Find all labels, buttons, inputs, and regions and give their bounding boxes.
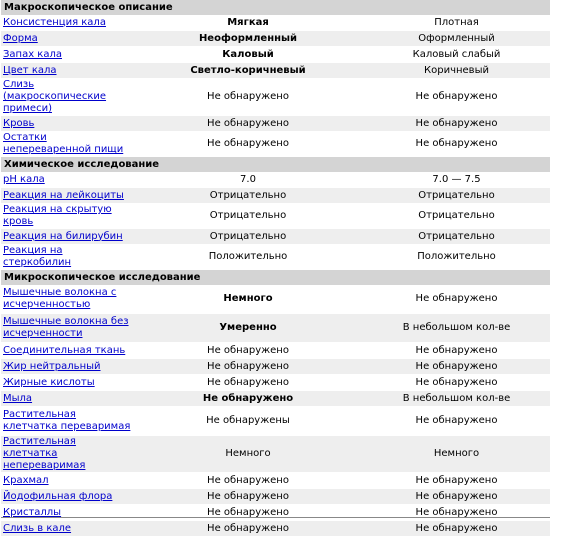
row-norm-value: Отрицательно — [363, 188, 550, 204]
row-label-link[interactable]: Жирные кислоты — [3, 376, 95, 388]
row-norm-value: Не обнаружено — [363, 79, 550, 116]
row-norm-value: Положительно — [363, 245, 550, 270]
table-row — [1, 436, 550, 473]
row-label-link[interactable]: Соединительная ткань — [3, 344, 126, 356]
row-norm-value: В небольшом кол-ве — [363, 314, 550, 343]
row-label-cell — [1, 47, 133, 63]
table-row — [1, 31, 550, 47]
row-result-value: Не обнаружено — [133, 343, 363, 359]
row-label-cell — [1, 285, 133, 314]
row-result-value: Положительно — [133, 245, 363, 270]
row-label-cell — [1, 375, 133, 391]
row-label-link[interactable]: Мыла — [3, 392, 33, 404]
row-label-link[interactable]: Растительная клетчатка переваримая — [3, 409, 131, 432]
row-result-value: Не обнаружено — [133, 391, 363, 407]
row-norm-value: Плотная — [363, 15, 550, 31]
row-norm-value: Не обнаружено — [363, 407, 550, 436]
table-row — [1, 229, 550, 245]
table-row — [1, 359, 550, 375]
row-result-value: Не обнаружено — [133, 132, 363, 157]
row-label-cell — [1, 245, 133, 270]
row-label-link[interactable]: Кровь — [3, 117, 35, 129]
table-row — [1, 391, 550, 407]
row-label-link[interactable]: Крахмал — [3, 474, 49, 486]
table-row — [1, 79, 550, 116]
row-label-link[interactable]: Слизь (макроскопические примеси) — [3, 79, 107, 114]
row-result-value: Не обнаружено — [133, 473, 363, 489]
section-title: Химическое исследование — [1, 157, 550, 173]
row-norm-value: В небольшом кол-ве — [363, 391, 550, 407]
row-result-value: Немного — [133, 436, 363, 473]
table-row — [1, 285, 550, 314]
section-title: Макроскопическое описание — [1, 0, 550, 15]
table-row — [1, 116, 550, 132]
row-norm-value: Не обнаружено — [363, 343, 550, 359]
section-header — [1, 270, 550, 286]
row-norm-value: Не обнаружено — [363, 116, 550, 132]
row-label-cell — [1, 314, 133, 343]
row-label-link[interactable]: Остатки непереваренной пищи — [3, 132, 124, 155]
section-title: Микроскопическое исследование — [1, 270, 550, 286]
row-label-cell — [1, 343, 133, 359]
row-norm-value: Не обнаружено — [363, 285, 550, 314]
row-label-cell — [1, 63, 133, 79]
table-row — [1, 407, 550, 436]
row-result-value: Неоформленный — [133, 31, 363, 47]
row-label-cell — [1, 31, 133, 47]
row-label-cell — [1, 407, 133, 436]
row-label-cell — [1, 359, 133, 375]
row-norm-value: Не обнаружено — [363, 132, 550, 157]
row-label-cell — [1, 229, 133, 245]
row-label-cell — [1, 391, 133, 407]
table-row — [1, 473, 550, 489]
row-norm-value: Немного — [363, 436, 550, 473]
table-row — [1, 15, 550, 31]
row-result-value: Умеренно — [133, 314, 363, 343]
row-result-value: Не обнаружено — [133, 116, 363, 132]
row-result-value: Каловый — [133, 47, 363, 63]
row-norm-value: Не обнаружено — [363, 489, 550, 505]
row-result-value: Отрицательно — [133, 204, 363, 229]
table-row — [1, 343, 550, 359]
row-result-value: Не обнаружено — [133, 505, 363, 521]
row-norm-value: Не обнаружено — [363, 473, 550, 489]
row-label-link[interactable]: Слизь в кале — [3, 522, 72, 534]
row-label-cell — [1, 204, 133, 229]
table-row — [1, 314, 550, 343]
table-row — [1, 204, 550, 229]
row-label-link[interactable]: Мышечные волокна с исчерченностью — [3, 287, 117, 310]
row-result-value: Немного — [133, 285, 363, 314]
row-label-cell — [1, 79, 133, 116]
row-result-value: Не обнаружено — [133, 489, 363, 505]
row-label-link[interactable]: Запах кала — [3, 48, 62, 60]
row-result-value: Светло-коричневый — [133, 63, 363, 79]
row-label-cell — [1, 116, 133, 132]
row-label-cell — [1, 132, 133, 157]
row-result-value: Мягкая — [133, 15, 363, 31]
row-result-value: 7.0 — [133, 172, 363, 188]
table-row — [1, 245, 550, 270]
table-row — [1, 63, 550, 79]
table-row — [1, 375, 550, 391]
section-header — [1, 157, 550, 173]
row-norm-value: Не обнаружено — [363, 521, 550, 537]
row-label-cell — [1, 172, 133, 188]
row-label-link[interactable]: Реакция на билирубин — [3, 230, 123, 242]
row-result-value: Не обнаружено — [133, 359, 363, 375]
row-label-link[interactable]: Кристаллы — [3, 506, 62, 518]
row-label-link[interactable]: Реакция на скрытую кровь — [3, 204, 112, 227]
row-norm-value: Не обнаружено — [363, 375, 550, 391]
row-norm-value: Оформленный — [363, 31, 550, 47]
row-label-link[interactable]: Йодофильная флора — [3, 490, 113, 502]
table-row — [1, 47, 550, 63]
row-label-link[interactable]: Реакция на лейкоциты — [3, 189, 124, 201]
row-label-cell — [1, 436, 133, 473]
row-label-link[interactable]: Растительная клетчатка непереваримая — [3, 436, 86, 471]
coprogram-table-body — [1, 0, 550, 537]
row-result-value: Не обнаружено — [133, 375, 363, 391]
row-label-link[interactable]: Форма — [3, 32, 38, 44]
table-row — [1, 132, 550, 157]
row-norm-value: Не обнаружено — [363, 359, 550, 375]
row-result-value: Не обнаружено — [133, 521, 363, 537]
table-row — [1, 188, 550, 204]
row-label-link[interactable]: Мышечные волокна без исчерченности — [3, 316, 129, 339]
row-label-cell — [1, 188, 133, 204]
section-header — [1, 0, 550, 15]
row-label-link[interactable]: Жир нейтральный — [3, 360, 101, 372]
table-row — [1, 521, 550, 537]
table-row — [1, 172, 550, 188]
row-label-link[interactable]: Реакция на стеркобилин — [3, 245, 72, 268]
row-label-cell — [1, 489, 133, 505]
coprogram-table — [1, 0, 550, 537]
row-result-value: Отрицательно — [133, 229, 363, 245]
row-norm-value: Отрицательно — [363, 204, 550, 229]
row-norm-value: 7.0 — 7.5 — [363, 172, 550, 188]
row-result-value: Не обнаружены — [133, 407, 363, 436]
row-result-value: Не обнаружено — [133, 79, 363, 116]
row-norm-value: Каловый слабый — [363, 47, 550, 63]
row-label-link[interactable]: Консистенция кала — [3, 16, 106, 28]
row-norm-value: Отрицательно — [363, 229, 550, 245]
row-label-cell — [1, 521, 133, 537]
row-label-link[interactable]: Цвет кала — [3, 64, 57, 76]
row-label-cell — [1, 15, 133, 31]
table-row — [1, 489, 550, 505]
bottom-divider — [1, 517, 550, 518]
row-norm-value: Не обнаружено — [363, 505, 550, 521]
row-norm-value: Коричневый — [363, 63, 550, 79]
row-label-link[interactable]: pH кала — [3, 173, 45, 185]
row-result-value: Отрицательно — [133, 188, 363, 204]
row-label-cell — [1, 473, 133, 489]
